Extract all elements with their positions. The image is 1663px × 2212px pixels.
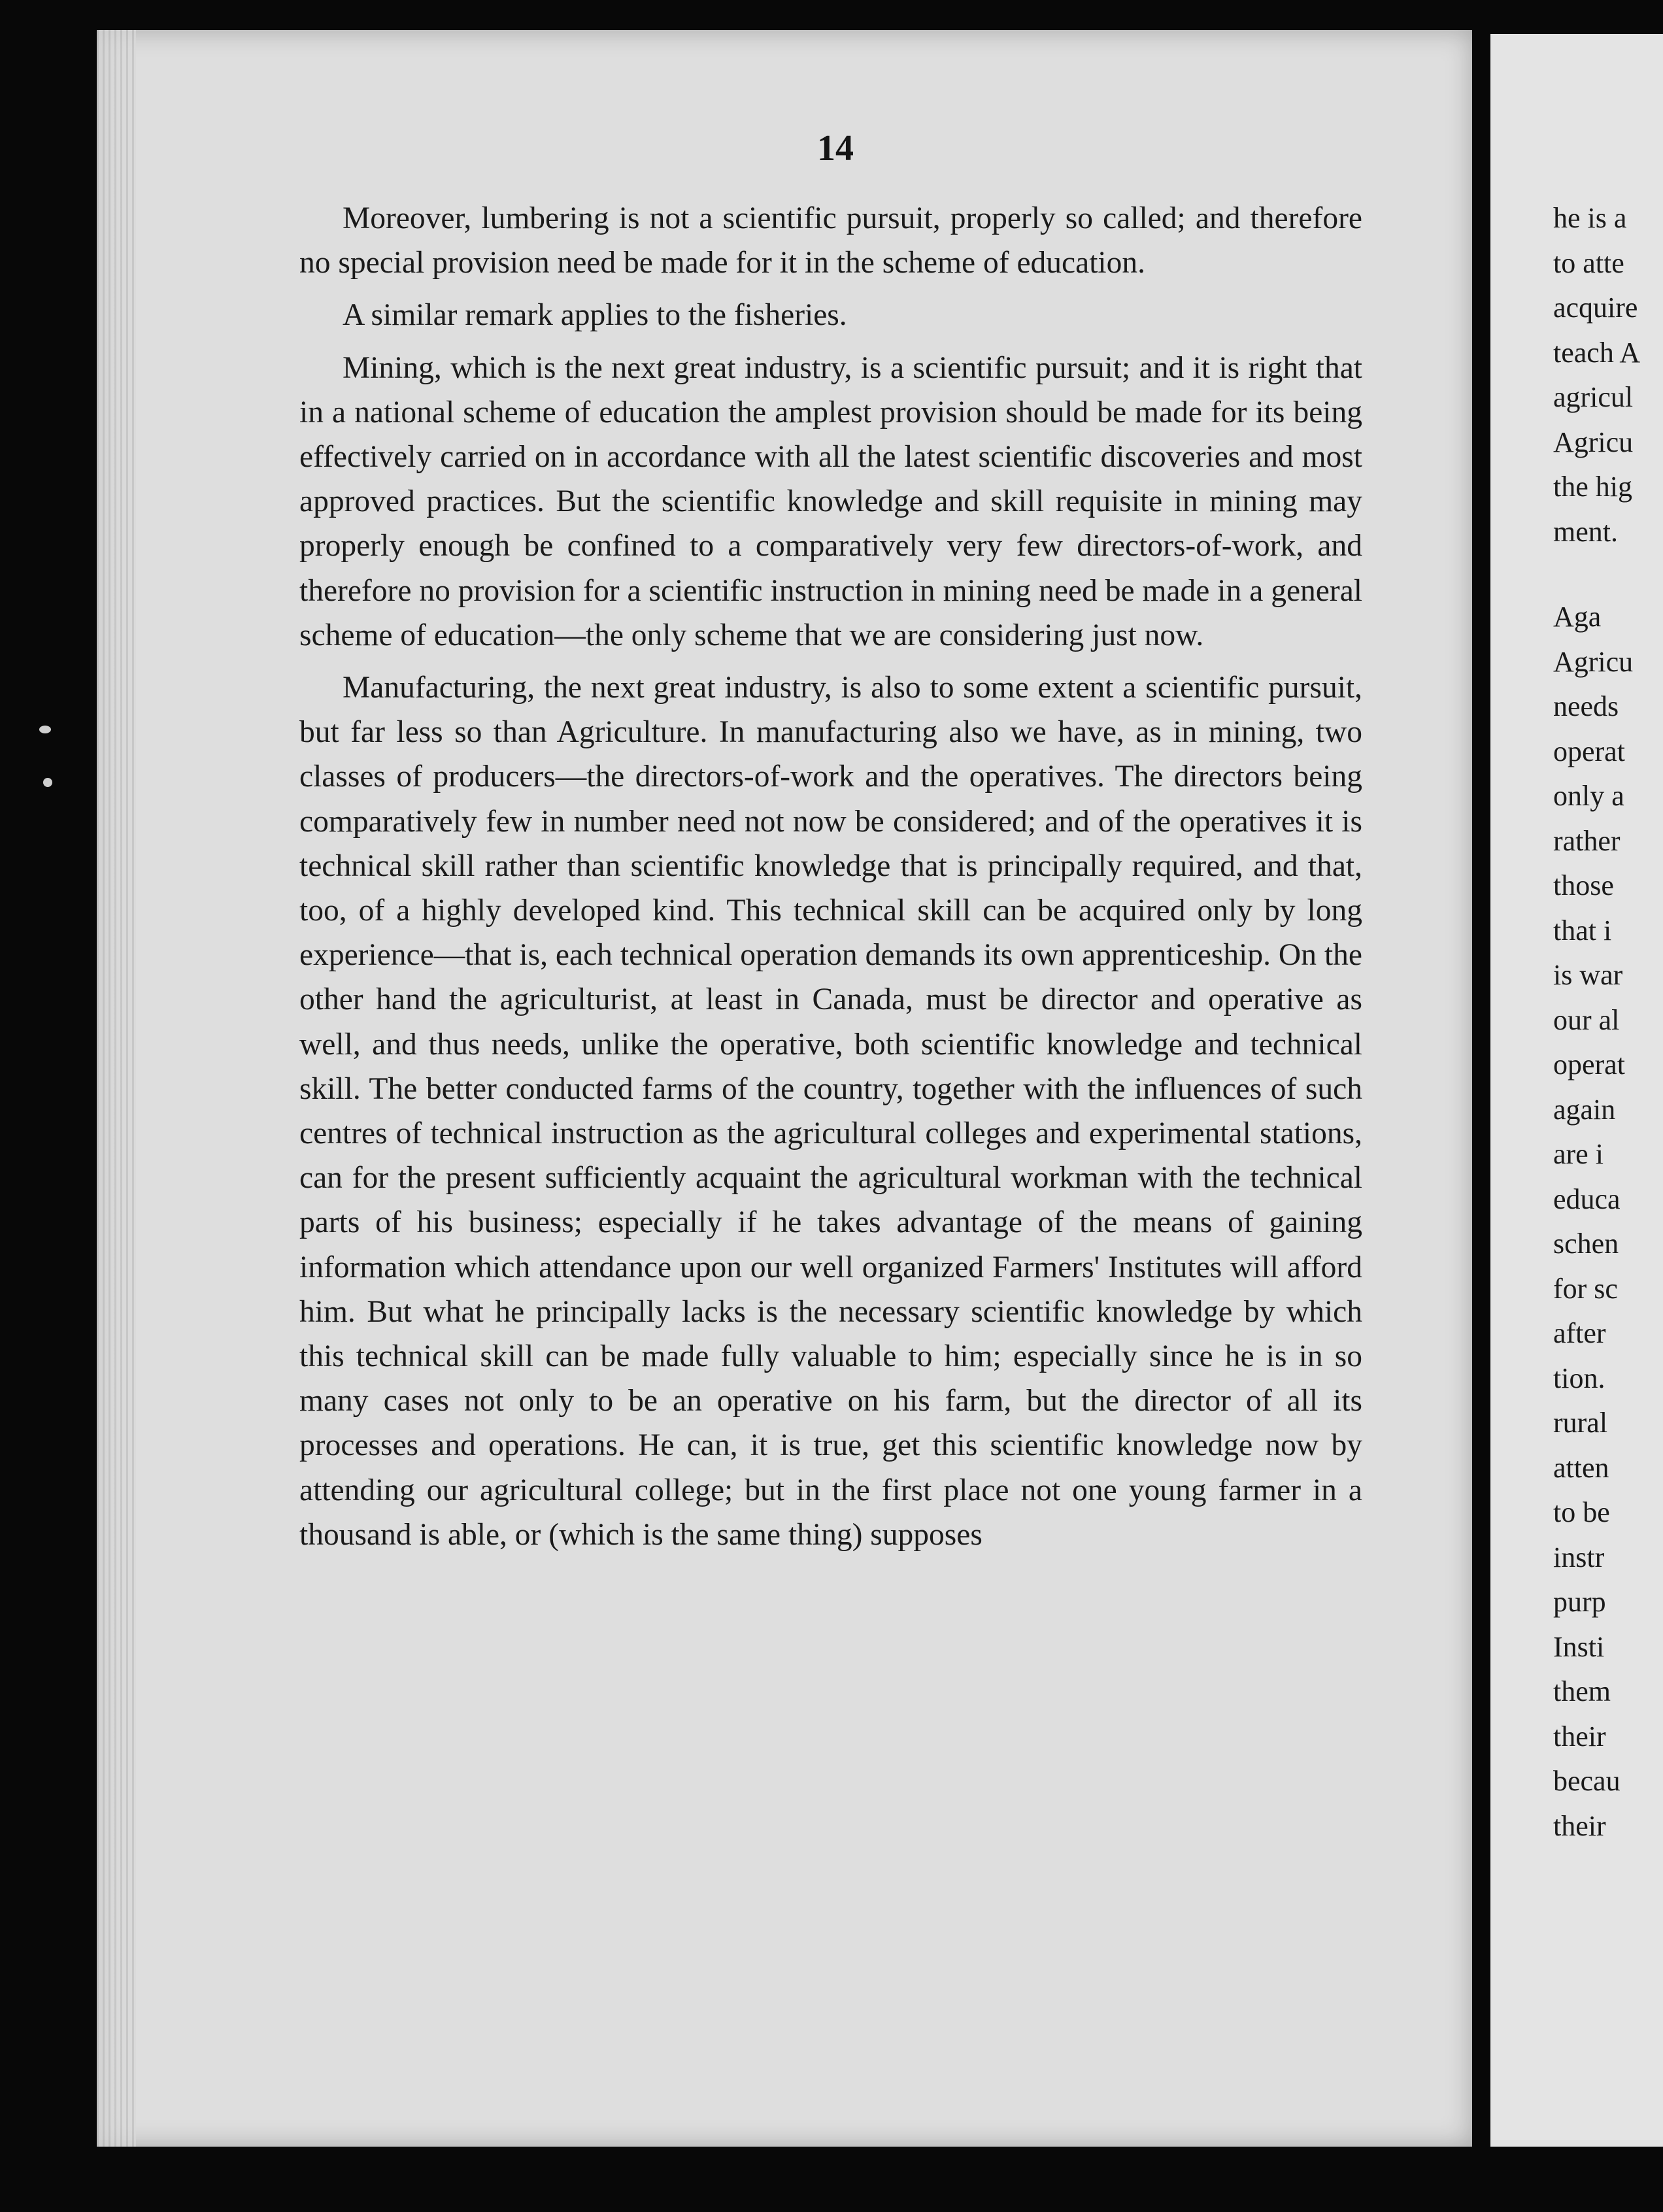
paragraph-mining: Mining, which is the next great industry, is a scientific pursuit; and it is right that in a national scheme of education the amplest provision should be made for its being effectively carried on in accordance with all the latest scientific discoveries and most approved practices. But the scientific knowledge and skill requisite in mining may properly enough be confined to a comparatively very few directors-of-work, and therefore no provision for a scientific instruction in mining need be made in a general scheme of education—the only scheme that we are considering just now. (299, 350, 1362, 652)
right-line: tion. (1553, 1362, 1605, 1394)
right-line: atten (1553, 1451, 1609, 1484)
right-line: that i (1553, 914, 1612, 947)
page-body (299, 196, 1362, 1565)
right-line: after (1553, 1317, 1606, 1349)
paragraph-gap (1553, 554, 1663, 595)
right-line: teach A (1553, 336, 1641, 369)
right-line: rural (1553, 1407, 1608, 1439)
right-line: instr (1553, 1541, 1605, 1573)
right-line: for sc (1553, 1272, 1618, 1305)
right-line: operat (1553, 1048, 1625, 1081)
right-line: is war (1553, 959, 1623, 991)
right-line: them (1553, 1675, 1611, 1707)
right-line: again (1553, 1093, 1616, 1126)
right-line: those (1553, 869, 1614, 901)
right-line: acquire (1553, 292, 1638, 324)
right-line: are i (1553, 1138, 1604, 1170)
right-line: agricul (1553, 381, 1634, 413)
right-line: Insti (1553, 1630, 1605, 1663)
right-line: our al (1553, 1003, 1620, 1036)
right-line: the hig (1553, 471, 1632, 503)
right-line: to be (1553, 1496, 1610, 1528)
right-line: Aga (1553, 601, 1602, 633)
right-line: to atte (1553, 246, 1624, 279)
paragraph-fisheries: A similar remark applies to the fisheries. (343, 298, 847, 333)
paragraph-manufacturing: Manufacturing, the next great industry, is also to some extent a scientific pursuit, but far less so than Agriculture. In manufacturing also we have, as in mining, two classes of producers—the directors-of-work and the operatives. The directors being comparatively few in number need not now be considered; and of the operatives it is technical skill rather than scientific knowledge that is principally required, and that, too, of a highly developed kind. This technical skill can be acquired only by long experience—that is, each technical operation demands its own apprenticeship. On the other hand the agriculturist, at least in Canada, must be director and operative as well, and thus needs, unlike the operative, both scientific knowledge and technical skill. The better conducted farms of the country, together with the influences of such centres of technical instruction as the agricultural colleges and experimental stations, can for the present sufficiently acquaint the agricultural workman with the technical parts of his business; especially if he takes advantage of the means of gaining information which attendance upon our well organized Farmers' Institutes will afford him. But what he principally lacks is the necessary scientific knowledge by which this technical skill can be made fully valuable to him; especially since he is in so many cases not only to be an operative on his farm, but the director of all its processes and operations. He can, it is true, get this scientific knowledge now by attending our agricultural college; but in the first place not one young farmer in a thousand is able, or (which is the same thing) supposes (299, 671, 1362, 1552)
right-line: rather (1553, 824, 1621, 857)
right-line: he is a (1553, 202, 1627, 234)
right-line: operat (1553, 735, 1625, 767)
right-line: purp (1553, 1586, 1606, 1618)
right-line: Agricu (1553, 645, 1634, 678)
right-line: Agricu (1553, 426, 1634, 458)
right-line: only a (1553, 780, 1624, 812)
right-line: needs (1553, 690, 1619, 722)
scan-speck (43, 778, 52, 787)
right-line: their (1553, 1720, 1606, 1752)
page-number: 14 (817, 128, 854, 169)
paragraph-lumbering: Moreover, lumbering is not a scientific pursuit, properly so called; and therefore no special provision need be made for it in the scheme of education. (299, 201, 1362, 280)
right-page-text (1553, 196, 1663, 1849)
right-line: schen (1553, 1228, 1619, 1260)
right-line: becau (1553, 1765, 1621, 1797)
right-line: ment. (1553, 515, 1618, 548)
right-line: educa (1553, 1182, 1621, 1215)
scan-speck (39, 726, 51, 733)
right-line: their (1553, 1809, 1606, 1842)
